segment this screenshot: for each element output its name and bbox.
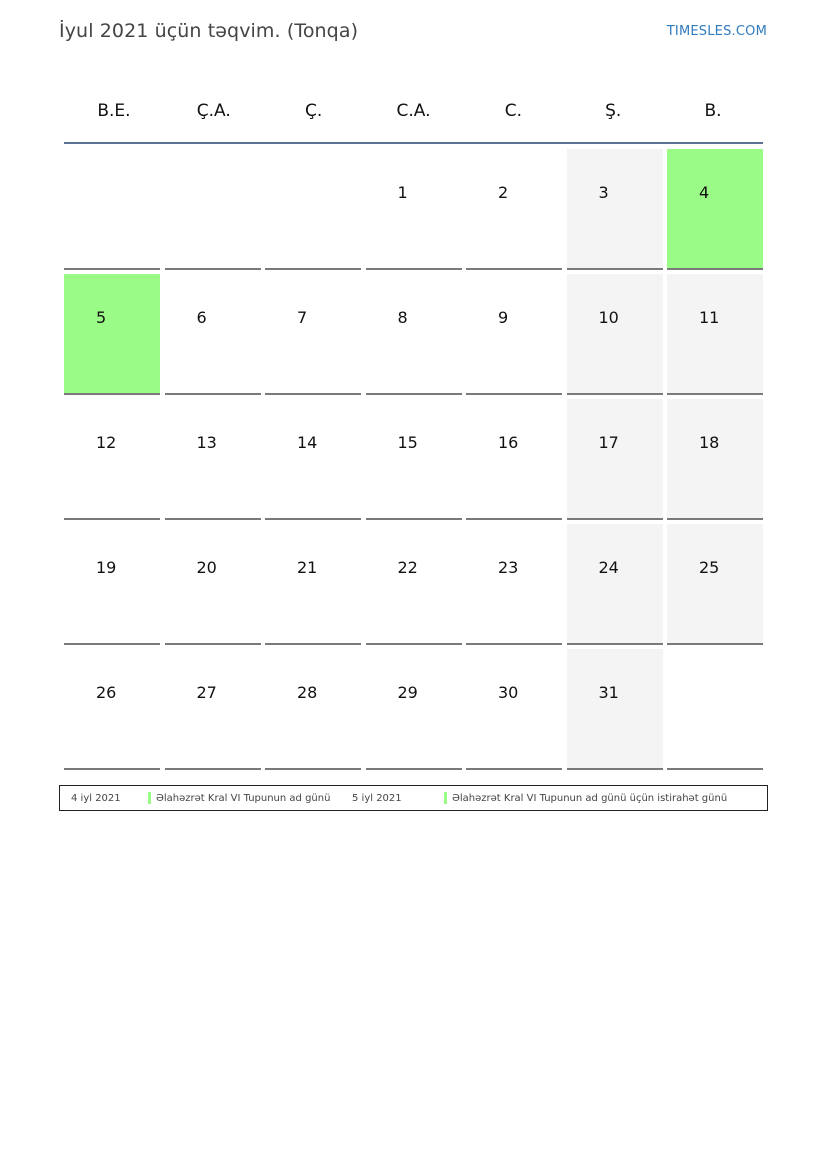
page-title: İyul 2021 üçün təqvim. (Tonqa) (59, 20, 359, 42)
day-number: 29 (397, 683, 418, 702)
day-cell (466, 399, 562, 520)
day-cell (366, 649, 462, 770)
weekday-saturday: Ş. (605, 101, 622, 121)
header-divider (64, 142, 763, 144)
weekday-thursday: C.A. (396, 101, 431, 121)
day-cell-weekend (667, 399, 763, 520)
day-cell-empty (265, 149, 361, 270)
day-cell (265, 399, 361, 520)
weekday-tuesday: Ç.A. (196, 101, 231, 121)
day-number: 30 (498, 683, 519, 702)
day-number: 20 (196, 558, 217, 577)
day-cell-holiday (64, 274, 160, 395)
day-cell-empty (165, 149, 261, 270)
day-number: 14 (297, 433, 318, 452)
day-number: 13 (196, 433, 217, 452)
day-cell (466, 649, 562, 770)
day-number: 18 (699, 433, 720, 452)
day-number: 11 (699, 308, 720, 327)
legend-date: 5 iyl 2021 (352, 793, 402, 804)
holiday-color-swatch (444, 792, 447, 804)
day-cell (366, 149, 462, 270)
day-cell-weekend (567, 399, 663, 520)
day-number: 28 (297, 683, 318, 702)
site-link[interactable]: TIMESLES.COM (666, 24, 767, 39)
day-cell (64, 399, 160, 520)
day-number: 21 (297, 558, 318, 577)
day-cell-holiday (667, 149, 763, 270)
day-cell-empty (64, 149, 160, 270)
holiday-color-swatch (148, 792, 151, 804)
day-cell (165, 274, 261, 395)
day-number: 4 (699, 183, 710, 202)
day-number: 23 (498, 558, 519, 577)
day-cell (466, 149, 562, 270)
weekday-sunday: B. (704, 101, 722, 121)
day-number: 9 (498, 308, 509, 327)
day-cell (265, 524, 361, 645)
day-number: 17 (598, 433, 619, 452)
weekday-header-row (64, 80, 763, 142)
day-cell-empty (667, 649, 763, 770)
day-number: 24 (598, 558, 619, 577)
day-cell (64, 649, 160, 770)
day-cell (366, 524, 462, 645)
day-cell (265, 649, 361, 770)
day-number: 16 (498, 433, 519, 452)
weekday-friday: C. (504, 101, 522, 121)
day-cell-weekend (667, 524, 763, 645)
day-cell-weekend (567, 274, 663, 395)
weekday-wednesday: Ç. (304, 101, 323, 121)
day-cell-weekend (567, 149, 663, 270)
day-number: 26 (96, 683, 117, 702)
day-number: 31 (598, 683, 619, 702)
day-number: 7 (297, 308, 308, 327)
day-cell (366, 399, 462, 520)
day-cell-weekend (567, 524, 663, 645)
day-cell-weekend (667, 274, 763, 395)
day-cell (64, 524, 160, 645)
holiday-legend (59, 785, 768, 811)
day-number: 1 (397, 183, 408, 202)
day-number: 10 (598, 308, 619, 327)
day-cell (165, 649, 261, 770)
day-number: 8 (397, 308, 408, 327)
day-cell (165, 524, 261, 645)
day-cell-weekend (567, 649, 663, 770)
day-number: 6 (196, 308, 207, 327)
calendar-grid (64, 149, 763, 770)
legend-holiday-name: Əlahəzrət Kral VI Tupunun ad günü (156, 793, 331, 804)
day-number: 5 (96, 308, 107, 327)
day-number: 3 (598, 183, 609, 202)
weekday-monday: B.E. (97, 101, 131, 121)
day-cell (165, 399, 261, 520)
day-cell (466, 524, 562, 645)
day-number: 12 (96, 433, 117, 452)
legend-date: 4 iyl 2021 (71, 793, 121, 804)
day-number: 25 (699, 558, 720, 577)
day-cell (466, 274, 562, 395)
day-cell (265, 274, 361, 395)
day-number: 15 (397, 433, 418, 452)
day-number: 27 (196, 683, 217, 702)
legend-holiday-name: Əlahəzrət Kral VI Tupunun ad günü üçün istirahət günü (452, 793, 728, 804)
day-number: 22 (397, 558, 418, 577)
day-number: 2 (498, 183, 509, 202)
day-cell (366, 274, 462, 395)
day-number: 19 (96, 558, 117, 577)
